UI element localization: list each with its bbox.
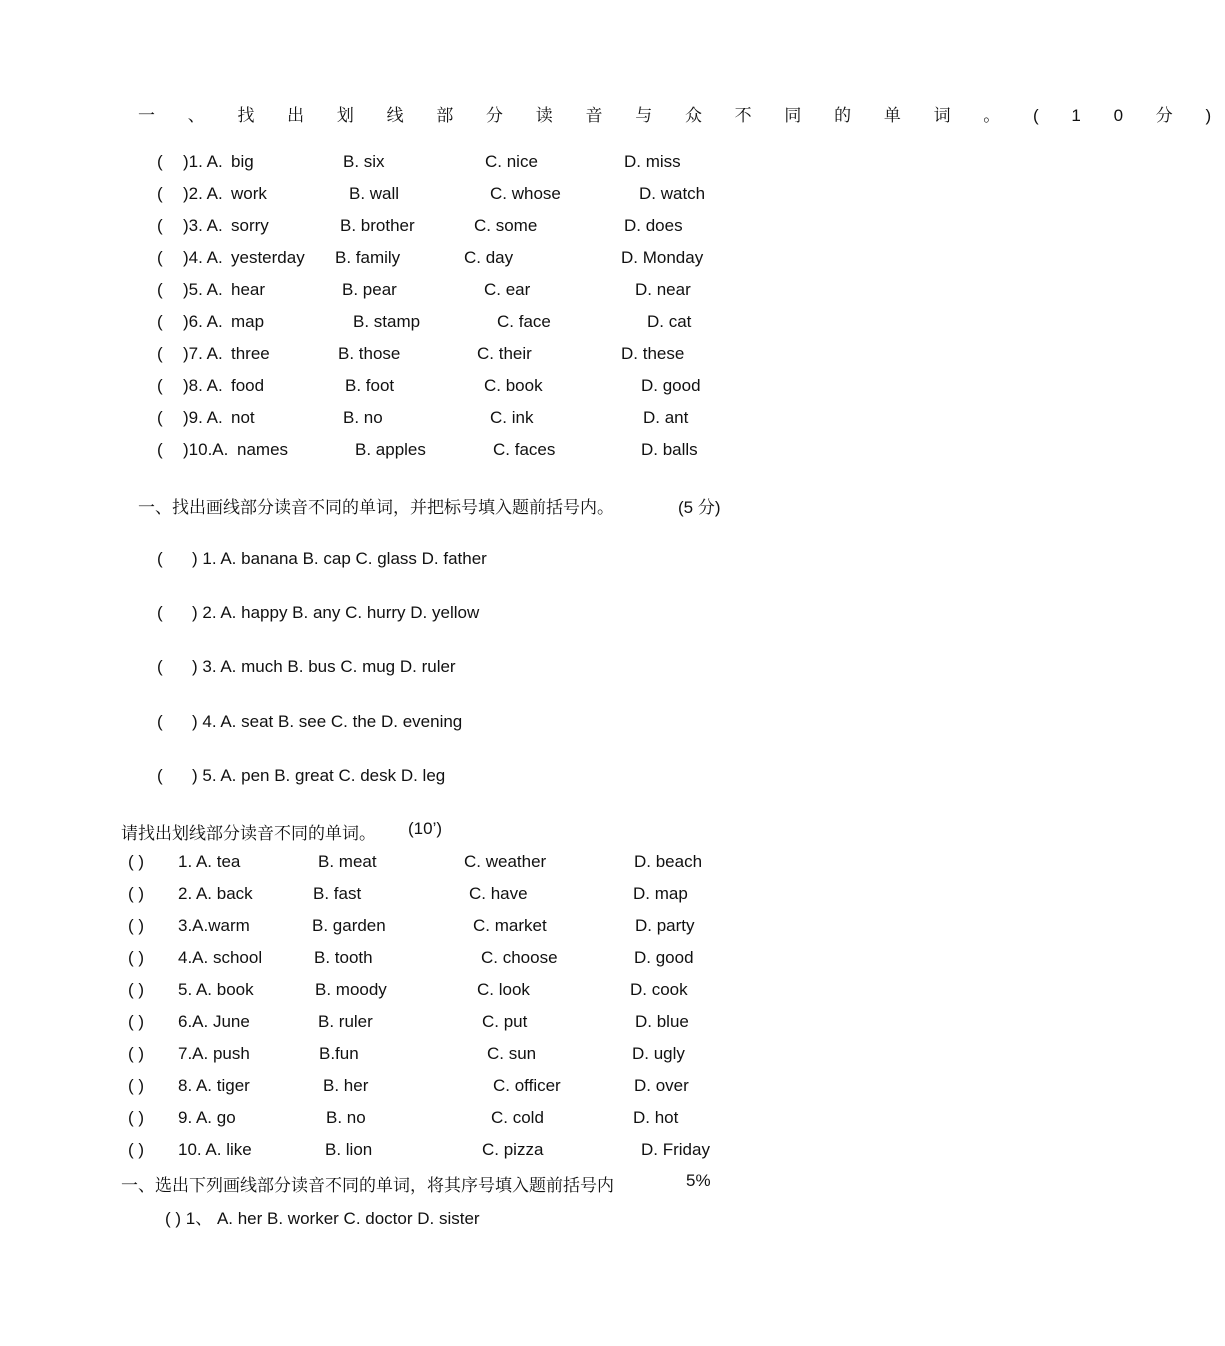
option-d: D. good bbox=[641, 376, 701, 395]
option-c: C. ear bbox=[484, 280, 531, 299]
option-c: C. have bbox=[469, 884, 528, 903]
option-b: B. lion bbox=[325, 1140, 373, 1159]
question-row: ) 2. A. happy B. any C. hurry D. yellow bbox=[192, 603, 480, 622]
option-c: C. choose bbox=[481, 948, 558, 967]
row-paren: ( bbox=[157, 549, 163, 568]
row-paren: ( bbox=[157, 376, 163, 395]
question-row: ) 3. A. much B. bus C. mug D. ruler bbox=[192, 657, 456, 676]
row-paren: ( ) bbox=[128, 1044, 145, 1063]
row-paren: ( ) bbox=[128, 948, 145, 967]
section3-score: (10’) bbox=[408, 819, 443, 838]
row-paren: ( bbox=[157, 152, 163, 171]
option-c: C. put bbox=[482, 1012, 528, 1031]
option-a: 4.A. school bbox=[178, 948, 263, 967]
option-a: food bbox=[231, 376, 265, 395]
option-d: D. near bbox=[635, 280, 691, 299]
option-a: 5. A. book bbox=[178, 980, 254, 999]
option-c: C. officer bbox=[493, 1076, 561, 1095]
option-c: C. sun bbox=[487, 1044, 537, 1063]
row-paren: ( bbox=[157, 408, 163, 427]
option-b: B. six bbox=[343, 152, 385, 171]
section1-title: 一 、 找 出 划 线 部 分 读 音 与 众 不 同 的 单 词 。 ( 1 0 分 ) bbox=[138, 106, 1225, 125]
option-c: C. market bbox=[473, 916, 547, 935]
option-d: D. cook bbox=[630, 980, 688, 999]
row-paren: ( ) bbox=[128, 1076, 145, 1095]
row-paren: ( bbox=[157, 712, 163, 731]
option-a: 2. A. back bbox=[178, 884, 253, 903]
row-paren: ( ) bbox=[128, 884, 145, 903]
question-row: ) 4. A. seat B. see C. the D. evening bbox=[192, 712, 463, 731]
section4-score: 5% bbox=[686, 1171, 711, 1190]
row-paren: ( bbox=[157, 657, 163, 676]
option-b: B. no bbox=[343, 408, 383, 427]
option-b: B. her bbox=[323, 1076, 369, 1095]
question-number: )7. A. bbox=[183, 344, 223, 363]
option-a: big bbox=[231, 152, 254, 171]
option-b: B. no bbox=[326, 1108, 366, 1127]
row-paren: ( bbox=[157, 184, 163, 203]
option-b: B. ruler bbox=[318, 1012, 373, 1031]
option-a: 1. A. tea bbox=[178, 852, 241, 871]
question-number: )9. A. bbox=[183, 408, 223, 427]
option-d: D. does bbox=[624, 216, 683, 235]
row-paren: ( bbox=[157, 248, 163, 267]
section2-score: (5 分) bbox=[678, 498, 721, 517]
option-a: yesterday bbox=[231, 248, 305, 267]
option-b: B. apples bbox=[355, 440, 426, 459]
option-c: C. pizza bbox=[482, 1140, 544, 1159]
option-a: hear bbox=[231, 280, 266, 299]
option-a: 7.A. push bbox=[178, 1044, 250, 1063]
option-d: D. Monday bbox=[621, 248, 704, 267]
option-a: not bbox=[231, 408, 255, 427]
row-paren: ( bbox=[157, 440, 163, 459]
option-b: B. garden bbox=[312, 916, 386, 935]
section2-title: 一、找出画线部分读音不同的单词，并把标号填入题前括号内。 bbox=[138, 498, 614, 517]
option-c: C. cold bbox=[491, 1108, 544, 1127]
question-number: )6. A. bbox=[183, 312, 223, 331]
option-c: C. book bbox=[484, 376, 543, 395]
question-row: ) 5. A. pen B. great C. desk D. leg bbox=[192, 766, 446, 785]
option-b: B. family bbox=[335, 248, 401, 267]
row-paren: ( bbox=[157, 312, 163, 331]
option-d: D. beach bbox=[634, 852, 703, 871]
option-b: B. stamp bbox=[353, 312, 421, 331]
section4-title: 一、选出下列画线部分读音不同的单词，将其序号填入题前括号内 bbox=[121, 1176, 614, 1195]
option-d: D. cat bbox=[647, 312, 692, 331]
option-d: D. blue bbox=[635, 1012, 689, 1031]
option-c: C. their bbox=[477, 344, 532, 363]
option-d: D. party bbox=[635, 916, 695, 935]
option-d: D. these bbox=[621, 344, 685, 363]
option-a: work bbox=[231, 184, 267, 203]
option-a: three bbox=[231, 344, 270, 363]
question-row: ) 1. A. banana B. cap C. glass D. father bbox=[192, 549, 487, 568]
row-paren: ( ) bbox=[128, 1108, 145, 1127]
option-c: C. look bbox=[477, 980, 530, 999]
option-a: names bbox=[237, 440, 289, 459]
question-number: )8. A. bbox=[183, 376, 223, 395]
question-number: )3. A. bbox=[183, 216, 223, 235]
question-number: )10.A. bbox=[183, 440, 229, 459]
option-b: B. moody bbox=[315, 980, 387, 999]
option-d: D. miss bbox=[624, 152, 681, 171]
option-d: D. over bbox=[634, 1076, 689, 1095]
option-d: D. watch bbox=[639, 184, 706, 203]
row-paren: ( ) bbox=[128, 1140, 145, 1159]
option-a: 10. A. like bbox=[178, 1140, 252, 1159]
option-b: B.fun bbox=[319, 1044, 359, 1063]
option-b: B. brother bbox=[340, 216, 415, 235]
option-c: C. nice bbox=[485, 152, 538, 171]
option-a: 8. A. tiger bbox=[178, 1076, 250, 1095]
option-a: 6.A. June bbox=[178, 1012, 250, 1031]
option-b: B. fast bbox=[313, 884, 362, 903]
option-d: D. hot bbox=[633, 1108, 679, 1127]
option-d: D. good bbox=[634, 948, 694, 967]
option-a: 3.A.warm bbox=[178, 916, 250, 935]
section3-title: 请找出划线部分读音不同的单词。 bbox=[121, 824, 376, 843]
question-number: )4. A. bbox=[183, 248, 223, 267]
row-paren: ( bbox=[157, 603, 163, 622]
section4-row-1: ( ) 1、 A. her B. worker C. doctor D. sister bbox=[165, 1209, 480, 1228]
option-b: B. tooth bbox=[314, 948, 373, 967]
option-d: D. ugly bbox=[632, 1044, 685, 1063]
option-c: C. whose bbox=[490, 184, 561, 203]
option-c: C. day bbox=[464, 248, 514, 267]
question-number: )5. A. bbox=[183, 280, 223, 299]
option-b: B. meat bbox=[318, 852, 377, 871]
row-paren: ( bbox=[157, 280, 163, 299]
option-a: sorry bbox=[231, 216, 269, 235]
row-paren: ( ) bbox=[128, 980, 145, 999]
row-paren: ( ) bbox=[128, 1012, 145, 1031]
option-b: B. wall bbox=[349, 184, 400, 203]
question-number: )1. A. bbox=[183, 152, 223, 171]
row-paren: ( bbox=[157, 344, 163, 363]
question-number: )2. A. bbox=[183, 184, 223, 203]
option-d: D. ant bbox=[643, 408, 689, 427]
option-a: map bbox=[231, 312, 265, 331]
option-a: 9. A. go bbox=[178, 1108, 236, 1127]
option-b: B. foot bbox=[345, 376, 395, 395]
option-c: C. ink bbox=[490, 408, 534, 427]
row-paren: ( ) bbox=[128, 852, 145, 871]
row-paren: ( ) bbox=[128, 916, 145, 935]
option-c: C. faces bbox=[493, 440, 556, 459]
option-b: B. those bbox=[338, 344, 401, 363]
option-c: C. face bbox=[497, 312, 551, 331]
option-d: D. balls bbox=[641, 440, 698, 459]
row-paren: ( bbox=[157, 766, 163, 785]
option-c: C. some bbox=[474, 216, 538, 235]
option-c: C. weather bbox=[464, 852, 547, 871]
option-b: B. pear bbox=[342, 280, 397, 299]
option-d: D. map bbox=[633, 884, 688, 903]
row-paren: ( bbox=[157, 216, 163, 235]
option-d: D. Friday bbox=[641, 1140, 710, 1159]
